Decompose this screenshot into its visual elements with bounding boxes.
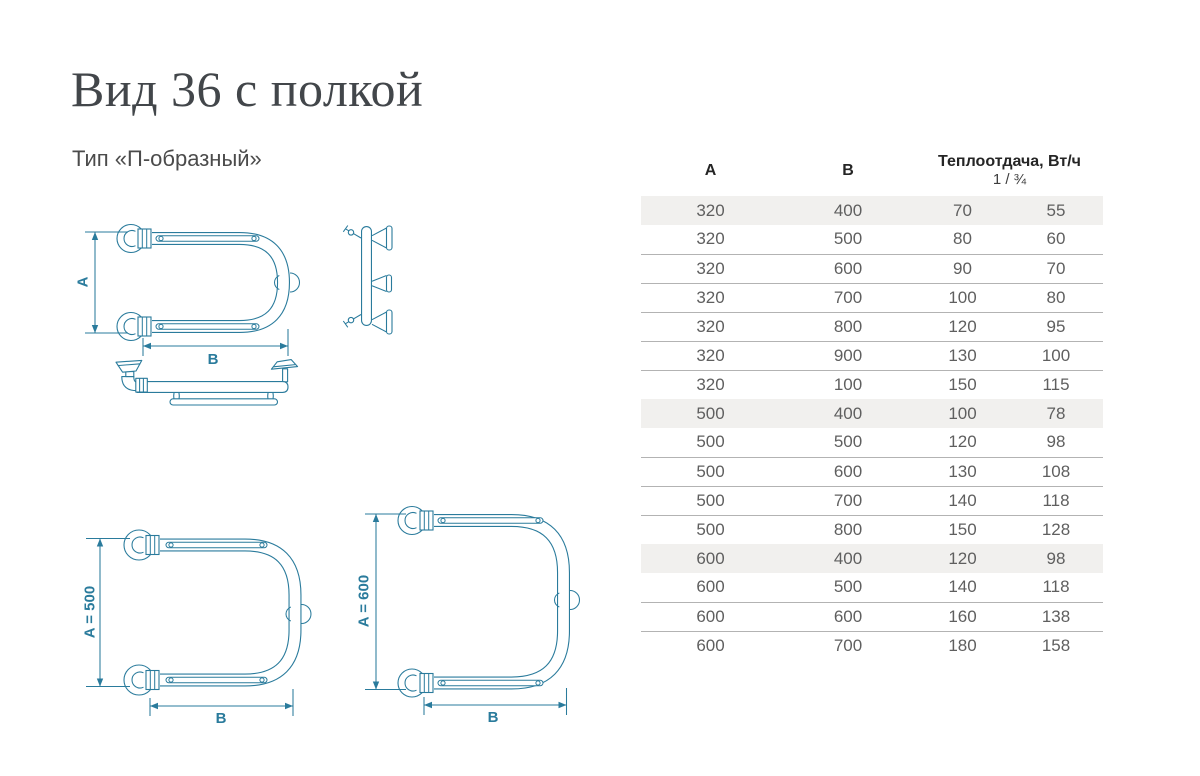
table-header-row xyxy=(641,145,1103,196)
cell-a: 320 xyxy=(641,254,780,283)
drawing-p-shape-a600 xyxy=(330,490,580,740)
table-row xyxy=(641,254,1103,283)
cell-h2: 78 xyxy=(1046,403,1066,423)
cell-b: 800 xyxy=(833,519,863,539)
cell-a: 600 xyxy=(641,602,780,631)
cell-h2: 70 xyxy=(1009,254,1103,283)
col-header-a: А xyxy=(704,161,717,179)
cell-h2: 115 xyxy=(1042,374,1070,394)
wall-bracket-top xyxy=(372,226,392,250)
table-row xyxy=(641,283,1103,312)
cell-b: 800 xyxy=(780,312,916,341)
table-row xyxy=(641,312,1103,341)
cell-b: 400 xyxy=(833,403,863,423)
dim-a-label: А xyxy=(74,276,92,288)
cell-a: 320 xyxy=(641,312,780,341)
cell-h1: 120 xyxy=(948,548,977,568)
cell-h1: 140 xyxy=(916,486,1009,515)
cell-a: 500 xyxy=(696,519,725,539)
dim-b-label: В xyxy=(215,710,227,727)
table-row xyxy=(641,457,1103,486)
table-row xyxy=(641,631,1103,660)
dim-a-label: A = 500 xyxy=(81,585,99,639)
cell-b: 400 xyxy=(833,200,863,220)
cell-h2: 100 xyxy=(1009,341,1103,370)
dim-b-label: В xyxy=(487,709,499,726)
cell-h1: 150 xyxy=(948,519,977,539)
cell-h1: 150 xyxy=(948,374,977,394)
cell-b: 600 xyxy=(780,457,916,486)
table-row xyxy=(641,544,1103,573)
spec-table xyxy=(641,145,1103,660)
cell-h1: 80 xyxy=(916,225,1009,254)
drawing-wall-mount-side-view xyxy=(330,210,440,350)
air-valve-top xyxy=(343,226,361,239)
cell-b: 600 xyxy=(780,254,916,283)
wall-bracket-bottom xyxy=(372,310,392,334)
cell-h2: 98 xyxy=(1009,428,1103,457)
cell-h1: 100 xyxy=(948,403,977,423)
cell-b: 700 xyxy=(780,486,916,515)
cell-a: 500 xyxy=(641,457,780,486)
cell-h2: 55 xyxy=(1046,200,1066,220)
cell-h1: 70 xyxy=(953,200,972,220)
dim-b-label: В xyxy=(207,351,219,368)
cell-h2: 108 xyxy=(1009,457,1103,486)
table-row xyxy=(641,341,1103,370)
cell-a: 600 xyxy=(641,573,780,602)
cell-h2: 95 xyxy=(1009,312,1103,341)
cell-h1: 120 xyxy=(916,312,1009,341)
table-row xyxy=(641,573,1103,602)
cell-b: 100 xyxy=(833,374,863,394)
cell-b: 500 xyxy=(780,573,916,602)
drawing-p-shape-a500 xyxy=(60,495,320,740)
cell-a: 600 xyxy=(696,548,725,568)
wall-bracket-middle xyxy=(372,275,392,292)
cell-b: 900 xyxy=(780,341,916,370)
cell-b: 700 xyxy=(833,635,863,655)
cell-h2: 60 xyxy=(1009,225,1103,254)
cell-h2: 138 xyxy=(1009,602,1103,631)
table-row xyxy=(641,225,1103,254)
heat-subtitle: 1 / ¾ xyxy=(992,171,1027,189)
cell-a: 500 xyxy=(696,403,725,423)
drawing-p-shape-top-view xyxy=(60,210,320,410)
col-header-heat xyxy=(916,145,1103,196)
table-row xyxy=(641,196,1103,225)
air-valve-bottom xyxy=(343,315,361,328)
cell-a: 600 xyxy=(696,635,725,655)
cell-a: 320 xyxy=(641,225,780,254)
table-row xyxy=(641,486,1103,515)
cell-h1: 120 xyxy=(916,428,1009,457)
dim-a-label: A = 600 xyxy=(355,574,373,628)
cell-h1: 90 xyxy=(916,254,1009,283)
cell-h1: 130 xyxy=(916,341,1009,370)
cell-h2: 118 xyxy=(1009,573,1103,602)
cell-b: 500 xyxy=(780,225,916,254)
cell-a: 320 xyxy=(696,200,725,220)
table-row xyxy=(641,602,1103,631)
table-row xyxy=(641,399,1103,428)
cell-a: 320 xyxy=(696,374,725,394)
cell-h1: 140 xyxy=(916,573,1009,602)
table-row xyxy=(641,515,1103,544)
cell-h2: 118 xyxy=(1009,486,1103,515)
type-subtitle: Тип «П-образный» xyxy=(72,146,262,171)
cell-h1: 130 xyxy=(916,457,1009,486)
cell-b: 600 xyxy=(780,602,916,631)
u-tube-drawing xyxy=(85,225,300,357)
cell-a: 320 xyxy=(641,341,780,370)
page-title: Вид 36 с полкой xyxy=(71,61,424,117)
table-row xyxy=(641,370,1103,399)
cell-h2: 98 xyxy=(1046,548,1066,568)
heat-title: Теплоотдача, Вт/ч xyxy=(938,152,1081,170)
cell-a: 500 xyxy=(641,486,780,515)
cell-h1: 180 xyxy=(948,635,977,655)
col-header-b: В xyxy=(842,161,854,179)
cell-a: 500 xyxy=(641,428,780,457)
u-tube-drawing xyxy=(86,530,311,716)
u-tube-drawing xyxy=(365,507,580,716)
cell-a: 320 xyxy=(641,283,780,312)
table-body xyxy=(641,196,1103,660)
cell-h2: 158 xyxy=(1041,635,1071,655)
cell-b: 400 xyxy=(833,548,863,568)
cell-b: 500 xyxy=(780,428,916,457)
cell-h1: 100 xyxy=(916,283,1009,312)
cell-b: 700 xyxy=(780,283,916,312)
table-row xyxy=(641,428,1103,457)
cell-h1: 160 xyxy=(916,602,1009,631)
cell-h2: 80 xyxy=(1009,283,1103,312)
cell-h2: 128 xyxy=(1041,519,1071,539)
